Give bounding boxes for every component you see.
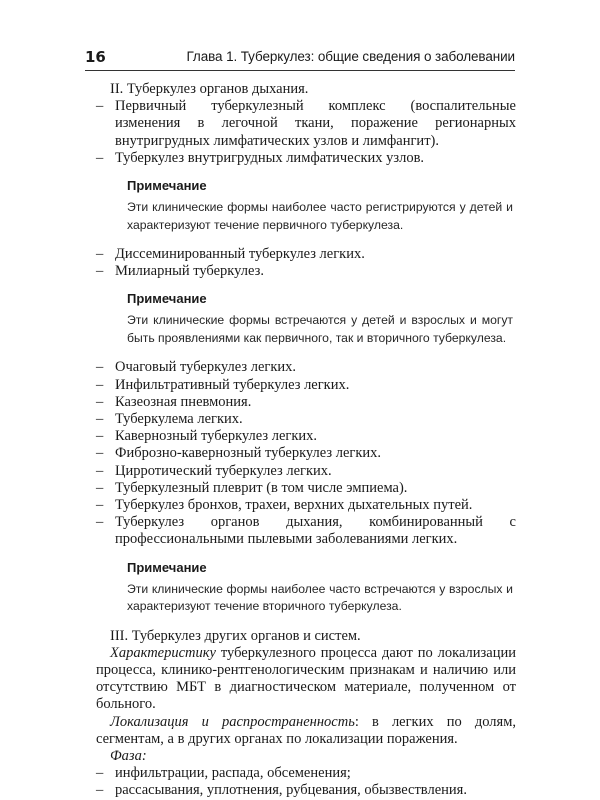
- list-item: – Туберкулезный плеврит (в том числе эмпиема).: [96, 479, 408, 496]
- list-item: – Казеозная пневмония.: [96, 393, 252, 410]
- page-number: 16: [85, 48, 106, 66]
- dash-mark: –: [96, 462, 104, 479]
- list-item: – Милиарный туберкулез.: [96, 263, 264, 280]
- dash-mark: –: [96, 514, 104, 531]
- characteristic-paragraph: Характеристику туберкулезного процесса дают по локализации процесса, клинико-рентгенологическим признакам и наличию или отсутствию МБТ в диагностическом материале, полученном от больного.: [96, 644, 516, 713]
- list-item: – Туберкулез органов дыхания, комбинированный с профессиональными пылевыми заболеваниями легких.: [96, 514, 516, 548]
- note-block-2: [96, 290, 516, 347]
- dash-mark: –: [96, 246, 104, 263]
- dash-mark: –: [96, 359, 104, 376]
- list-item: – Очаговый туберкулез легких.: [96, 359, 297, 376]
- note-block-3: [96, 559, 516, 616]
- note-title: Примечание: [127, 178, 207, 194]
- list-item: – Инфильтративный туберкулез легких.: [96, 376, 350, 393]
- list-item: – Цирротический туберкулез легких.: [96, 462, 332, 479]
- section-ii-heading: II. Туберкулез органов дыхания.: [110, 81, 309, 97]
- list-item: – инфильтрации, распада, обсеменения;: [96, 765, 351, 782]
- list-item: – Туберкулез бронхов, трахеи, верхних дыхательных путей.: [96, 497, 473, 514]
- phase-label: Фаза:: [110, 748, 147, 765]
- dash-mark: –: [96, 263, 104, 280]
- localization-paragraph: Локализация и распространенность: в легких по долям, сегментам, а в других органах по локализации поражения.: [96, 713, 517, 747]
- dash-mark: –: [96, 393, 104, 410]
- localization-term: Локализация и распространенность: [110, 713, 355, 730]
- note-title: Примечание: [127, 559, 207, 575]
- list-item: – рассасывания, уплотнения, рубцевания, обызвествления.: [96, 782, 467, 799]
- note-text: Эти клинические формы встречаются у детей и взрослых и могут быть проявлениями как первичного, так и вторичного туберкулеза.: [127, 313, 513, 345]
- dash-mark: –: [96, 445, 104, 462]
- dash-mark: –: [96, 479, 104, 496]
- section-iii-heading: III. Туберкулез других органов и систем.: [110, 627, 361, 644]
- dash-mark: –: [96, 765, 104, 782]
- dash-mark: –: [96, 782, 104, 799]
- page-body: [96, 81, 516, 800]
- dash-mark: –: [96, 98, 104, 115]
- dash-mark: –: [96, 428, 104, 445]
- list-item: – Первичный туберкулезный комплекс (воспалительные изменения в легочной ткани, поражение регионарных внутригрудных лимфатических узлов и лимфангит).: [96, 98, 516, 149]
- note-block-1: [96, 177, 516, 234]
- note-text: Эти клинические формы наиболее часто встречаются у взрослых и характеризуют течение вторичного туберкулеза.: [127, 581, 513, 614]
- note-title: Примечание: [127, 291, 207, 307]
- dash-mark: –: [96, 411, 104, 428]
- list-item: – Кавернозный туберкулез легких.: [96, 428, 318, 445]
- dash-mark: –: [96, 149, 104, 166]
- chapter-title: Глава 1. Туберкулез: общие сведения о заболевании: [186, 49, 515, 64]
- note-text: Эти клинические формы наиболее часто регистрируются у детей и характеризуют течение первичного туберкулеза.: [127, 200, 513, 232]
- running-header: [85, 46, 515, 71]
- list-item: – Туберкулез внутригрудных лимфатических узлов.: [96, 149, 425, 166]
- dash-mark: –: [96, 497, 104, 514]
- list-item: – Туберкулема легких.: [96, 411, 243, 428]
- dash-mark: –: [96, 376, 104, 393]
- characteristic-term: Характеристику: [110, 644, 216, 661]
- list-item: – Фиброзно-кавернозный туберкулез легких.: [96, 445, 382, 462]
- list-item: – Диссеминированный туберкулез легких.: [96, 246, 365, 263]
